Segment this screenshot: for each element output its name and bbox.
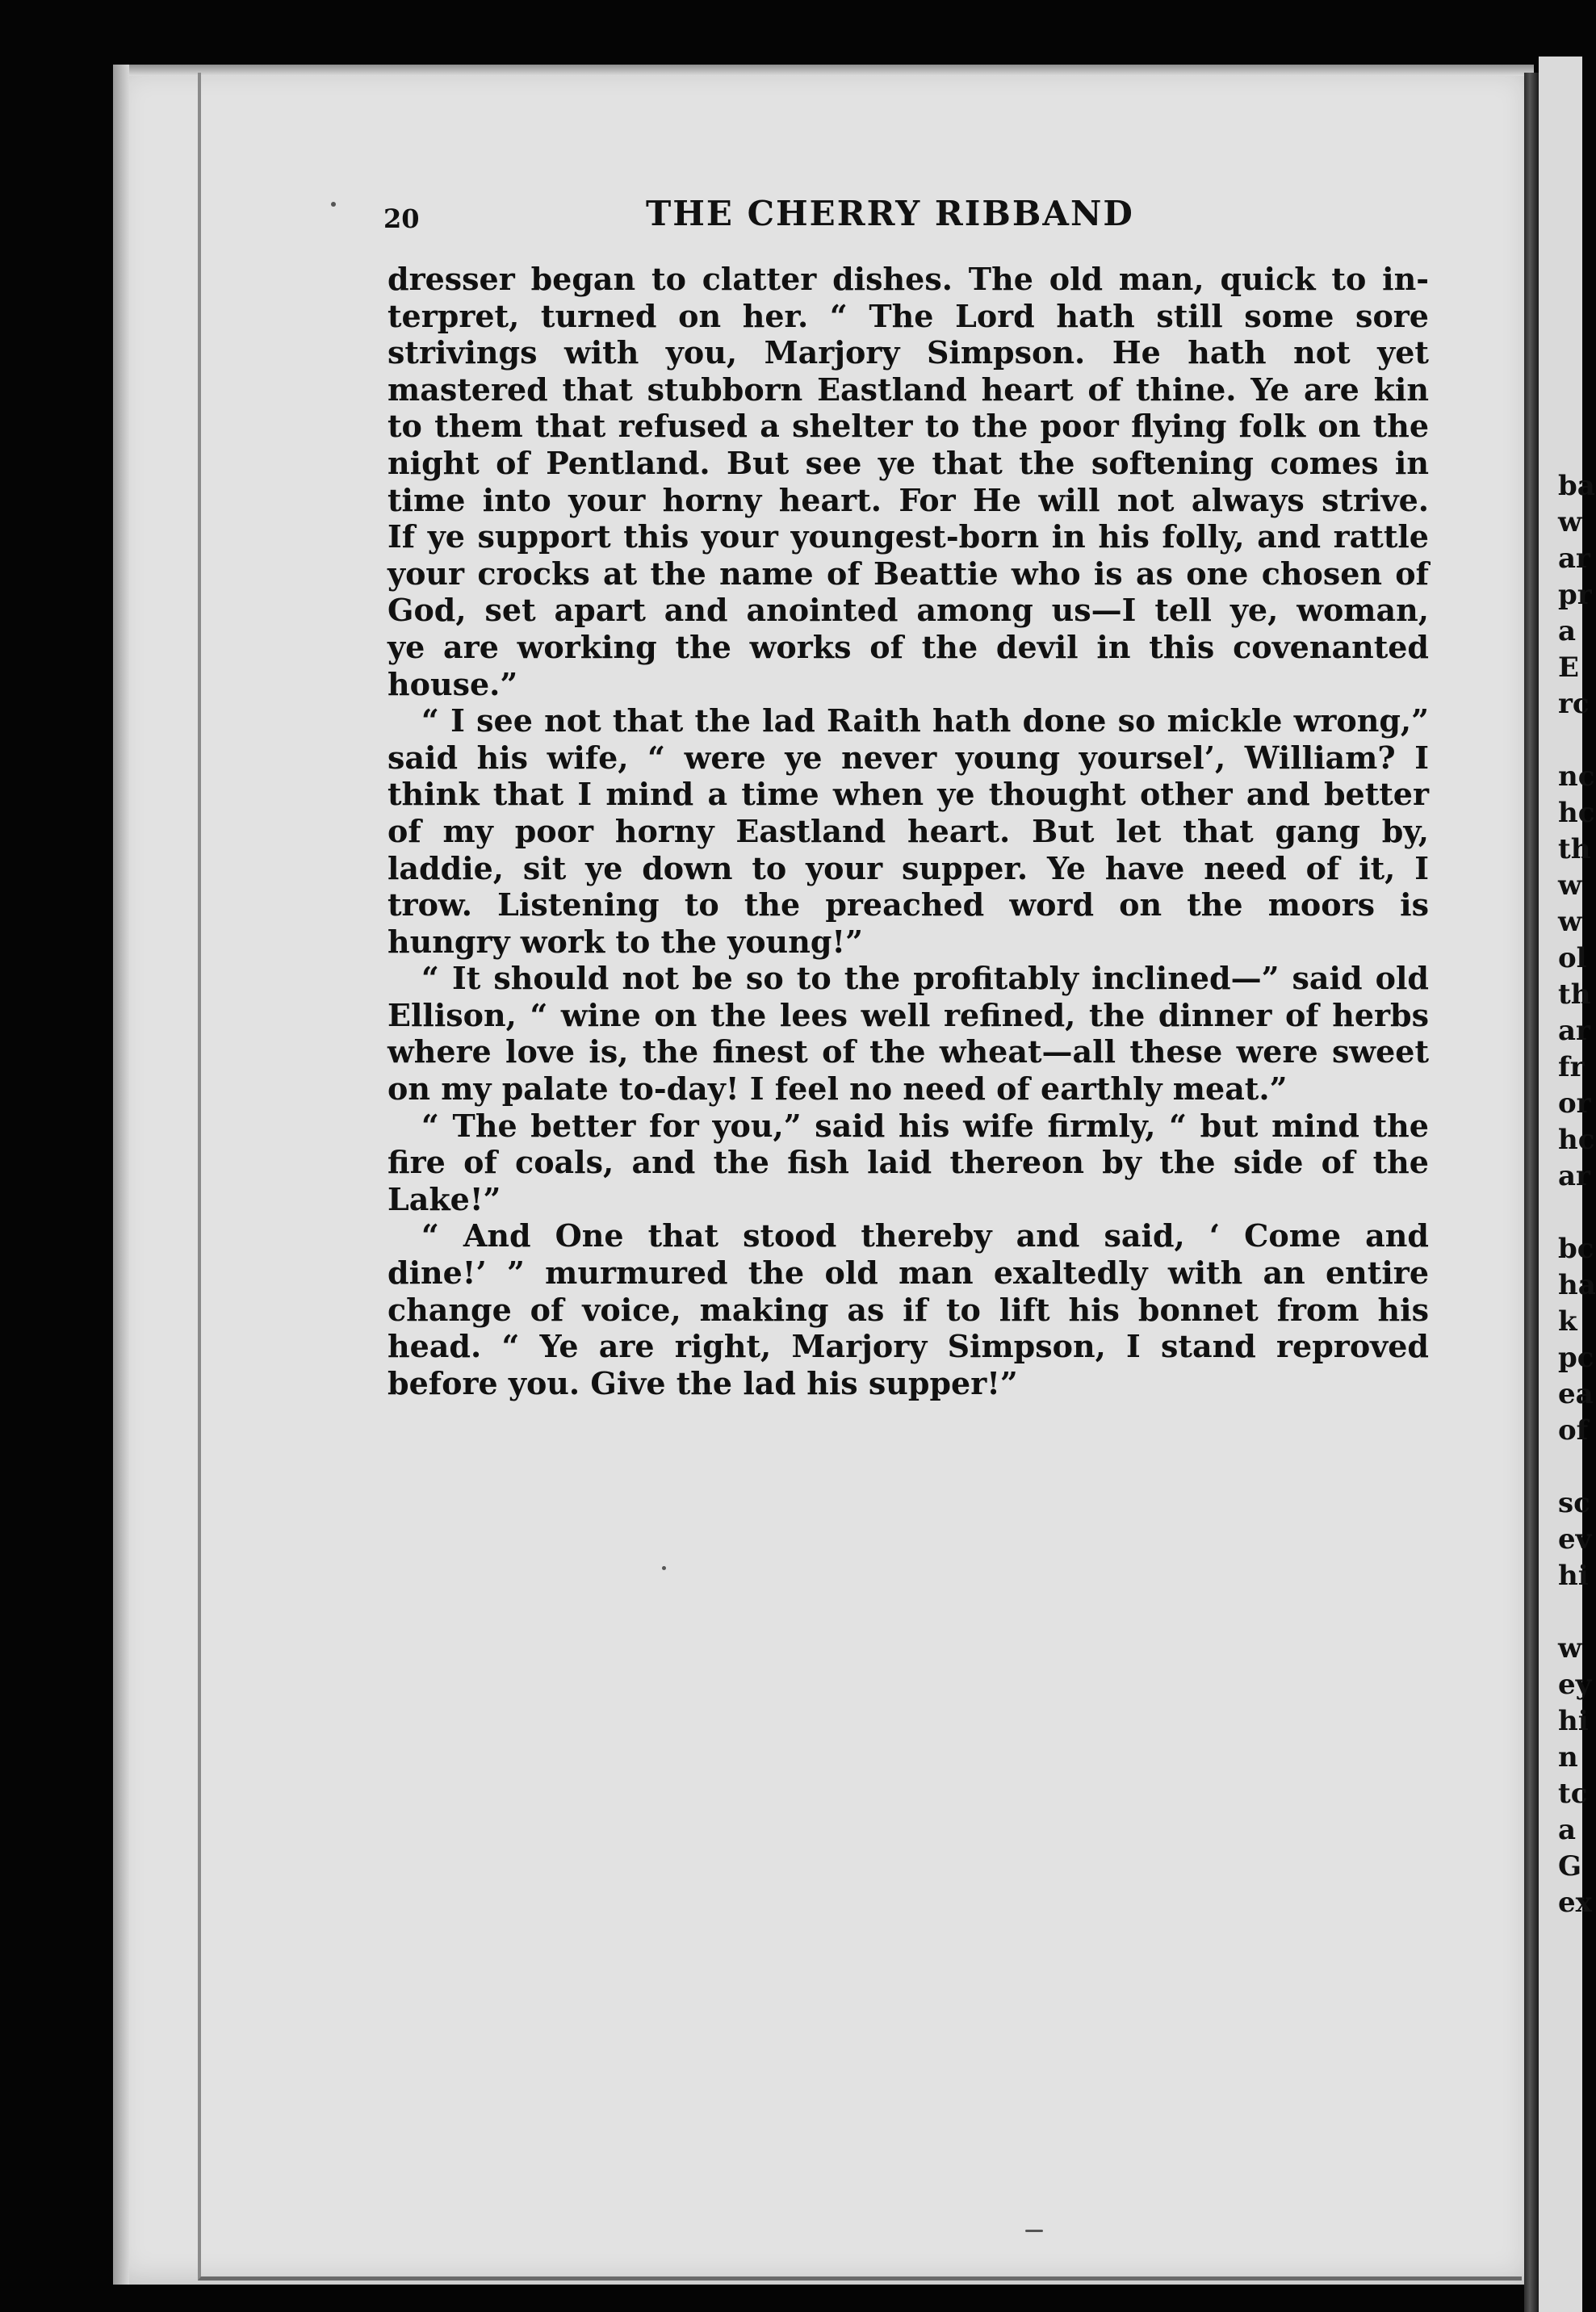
text-line: house.”: [387, 665, 518, 702]
facing-page-fragment: hc: [1558, 1124, 1595, 1156]
facing-page-fragment: th: [1558, 833, 1591, 865]
facing-page-fragment: ha: [1558, 1269, 1596, 1301]
text-line: strivings with you, Marjory Simpson. He hath not yet: [387, 334, 1429, 371]
text-line: “ I see not that the lad Raith hath done so mickle wrong,”: [421, 702, 1429, 739]
text-line: dine!’ ” murmured the old man exaltedly with an entire: [387, 1254, 1429, 1292]
facing-page-fragment: ar: [1558, 542, 1590, 575]
page-left-edge: [113, 65, 129, 2285]
text-line: to them that refused a shelter to the poor flying folk on the: [387, 408, 1429, 445]
facing-page-fragment: a: [1558, 615, 1577, 647]
facing-page-fragment: rc: [1558, 688, 1590, 720]
dust-speck: [1025, 2230, 1043, 2232]
text-line: of my poor horny Eastland heart. But let that gang by,: [387, 812, 1429, 849]
text-line: hungry work to the young!”: [387, 923, 863, 960]
text-line: dresser began to clatter dishes. The old man, quick to in-: [387, 261, 1429, 297]
facing-page-fragment: of: [1558, 1414, 1589, 1447]
text-line: time into your horny heart. For He will not always strive.: [387, 481, 1429, 518]
text-line: ye are working the works of the devil in this covenanted: [387, 628, 1429, 665]
text-line: mastered that stubborn Eastland heart of thine. Ye are kin: [387, 371, 1429, 408]
facing-page: [1539, 57, 1596, 2312]
facing-page-fragment: sc: [1558, 1487, 1590, 1519]
facing-page-fragment: bc: [1558, 1233, 1594, 1265]
facing-page-fragment: th: [1558, 978, 1591, 1011]
book-gutter: [1524, 73, 1539, 2312]
text-line: “ The better for you,” said his wife firmly, “ but mind the: [421, 1107, 1429, 1144]
facing-page-fragment: a: [1558, 1814, 1577, 1846]
body-text: [387, 261, 1429, 1401]
facing-page-fragment: ba: [1558, 470, 1595, 502]
text-line: Lake!”: [387, 1180, 501, 1217]
facing-page-fragment: pc: [1558, 1342, 1594, 1374]
facing-page-fragment: w: [1558, 906, 1582, 938]
facing-page-fragment: hc: [1558, 797, 1595, 829]
text-line: God, set apart and anointed among us—I tell ye, woman,: [387, 592, 1429, 629]
facing-page-fragment: G: [1558, 1850, 1582, 1883]
text-line: night of Pentland. But see ye that the softening comes in: [387, 444, 1429, 481]
text-line: where love is, the finest of the wheat—all these were sweet: [387, 1033, 1429, 1070]
facing-page-fragment: ey: [1558, 1669, 1592, 1701]
text-line: terpret, turned on her. “ The Lord hath still some sore: [387, 297, 1429, 334]
text-line: If ye support this your youngest-born in his folly, and rattle: [387, 518, 1429, 555]
text-line: on my palate to-day! I feel no need of earthly meat.”: [387, 1070, 1288, 1108]
dust-speck: [331, 202, 336, 207]
text-line: trow. Listening to the preached word on the moors is: [387, 886, 1429, 924]
facing-page-fragment: w: [1558, 869, 1582, 902]
facing-page-fragment: ea: [1558, 1378, 1594, 1410]
facing-page-fragment: n: [1558, 1741, 1578, 1774]
facing-page-fragment: or: [1558, 1087, 1591, 1120]
text-line: head. “ Ye are right, Marjory Simpson, I stand reproved: [387, 1328, 1429, 1365]
text-line: think that I mind a time when ye thought other and better: [387, 776, 1429, 813]
facing-page-fragment: ev: [1558, 1523, 1592, 1556]
text-line: before you. Give the lad his supper!”: [387, 1364, 1018, 1401]
text-line: laddie, sit ye down to your supper. Ye have need of it, I: [387, 849, 1429, 886]
facing-page-fragment: w: [1558, 506, 1582, 538]
facing-page-fragment: k: [1558, 1305, 1577, 1338]
facing-page-fragment: w: [1558, 1632, 1582, 1665]
text-line: “ It should not be so to the profitably inclined—” said old: [421, 960, 1429, 997]
text-line: fire of coals, and the fish laid thereon by the side of the: [387, 1144, 1429, 1181]
facing-page-fragment: ol: [1558, 942, 1587, 974]
text-line: “ And One that stood thereby and said, ‘ Come and: [421, 1217, 1429, 1254]
facing-page-fragment: pr: [1558, 579, 1592, 611]
text-line: Ellison, “ wine on the lees well refined, the dinner of herbs: [387, 996, 1429, 1033]
facing-page-fragment: hi: [1558, 1705, 1589, 1737]
page-number: 20: [383, 203, 420, 234]
facing-page-fragment: fr: [1558, 1051, 1585, 1083]
facing-page-fragment: nc: [1558, 760, 1595, 793]
text-line: your crocks at the name of Beattie who is as one chosen of: [387, 555, 1429, 592]
facing-page-fragment: E: [1558, 651, 1579, 684]
facing-page-fragment: ar: [1558, 1015, 1590, 1047]
dust-speck: [662, 1566, 666, 1570]
facing-page-fragment: ex: [1558, 1887, 1592, 1919]
running-head: THE CHERRY RIBBAND: [646, 194, 1134, 233]
text-line: said his wife, “ were ye never young yoursel’, William? I: [387, 739, 1429, 776]
facing-page-fragment: hi: [1558, 1560, 1589, 1592]
facing-page-fragment: ar: [1558, 1160, 1590, 1192]
text-line: change of voice, making as if to lift his bonnet from his: [387, 1291, 1429, 1328]
facing-page-fragment: tc: [1558, 1778, 1588, 1810]
